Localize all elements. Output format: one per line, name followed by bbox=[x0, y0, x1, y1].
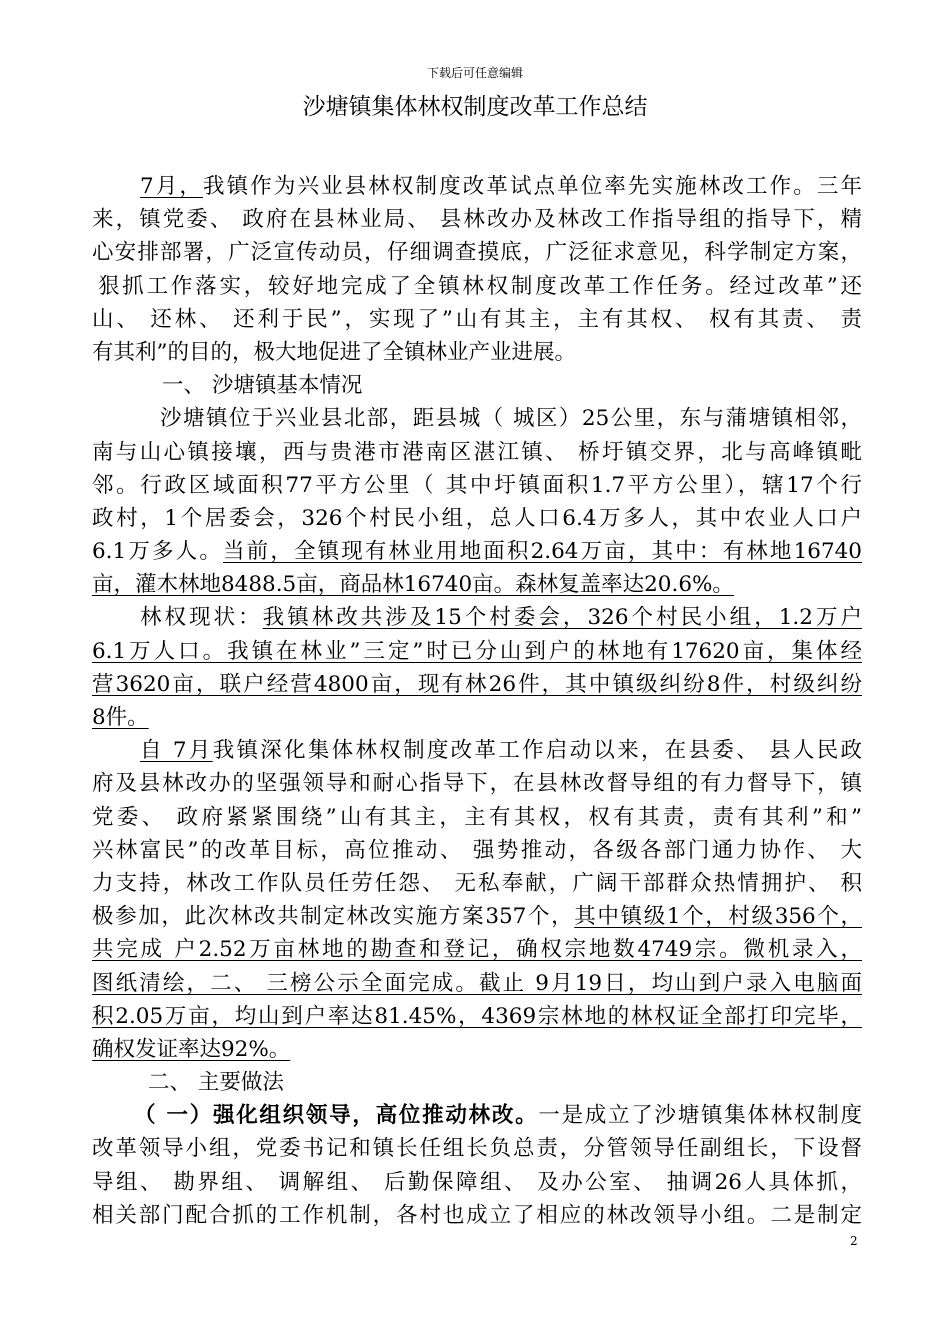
text-segment: 来，镇党委、 政府在县林业局、 县林改办及林改工作指导组的指导下，精 bbox=[92, 207, 862, 233]
text-line bbox=[92, 701, 862, 734]
text-segment: 心安排部署，广泛宣传动员，仔细调查摸底，广泛征求意见，科学制定方案， bbox=[92, 240, 862, 266]
text-line bbox=[92, 635, 862, 668]
text-line bbox=[92, 568, 862, 601]
document-title: 沙塘镇集体林权制度改革工作总结 bbox=[302, 94, 648, 120]
underlined-text: 7月， bbox=[140, 174, 204, 199]
underlined-text: 图纸清绘，二、 三榜公示全面完成。截止 9月19日，均山到户录入电脑面 bbox=[92, 970, 862, 996]
text-segment: 极参加，此次林改共制定林改实施方案357个， bbox=[92, 904, 575, 930]
text-line bbox=[92, 1033, 862, 1066]
text-line bbox=[92, 1166, 862, 1199]
underlined-text: 亩，灌木林地8488.5亩，商品林16740亩。森林复盖率达20.6%。 bbox=[92, 572, 734, 598]
text-line bbox=[92, 1066, 862, 1099]
text-line bbox=[92, 203, 862, 236]
bold-heading-text: （ 一）强化组织领导，高位推动林改。 bbox=[134, 1103, 539, 1129]
text-line bbox=[92, 369, 862, 402]
text-segment: 南与山心镇接壤，西与贵港市港南区湛江镇、 桥圩镇交界，北与高峰镇毗 bbox=[92, 439, 862, 465]
underlined-text: 营3620亩，联户经营4800亩，现有林26件，其中镇级纠纷8件，村级纠纷 bbox=[92, 671, 862, 697]
text-line bbox=[92, 601, 862, 634]
text-line bbox=[92, 767, 862, 800]
text-line bbox=[92, 668, 862, 701]
text-line bbox=[92, 1000, 862, 1033]
text-line bbox=[92, 402, 862, 435]
text-line bbox=[92, 801, 862, 834]
text-segment: 政村，1个居委会，326个村民小组，总人口6.4万多人，其中农业人口户 bbox=[92, 505, 862, 531]
text-line bbox=[92, 469, 862, 502]
text-line bbox=[92, 303, 862, 336]
text-segment: 沙塘镇位于兴业县北部，距县城（ 城区）25公里，东与蒲塘镇相邻， bbox=[160, 406, 862, 432]
text-line bbox=[92, 236, 862, 269]
text-segment: 府及县林改办的坚强领导和耐心指导下，在县林改督导组的有力督导下，镇 bbox=[92, 771, 862, 797]
text-segment: 有其利”的目的，极大地促进了全镇林业产业进展。 bbox=[92, 339, 576, 365]
text-segment: 邻。行政区域面积77平方公里（ 其中圩镇面积1.7平方公里），辖17个行 bbox=[92, 472, 862, 498]
document-body bbox=[92, 170, 862, 1232]
text-line bbox=[92, 535, 862, 568]
text-line bbox=[92, 336, 862, 369]
header-note: 下载后可任意编辑 bbox=[426, 66, 523, 80]
text-segment: 一、 沙塘镇基本情况 bbox=[162, 373, 363, 399]
text-line bbox=[92, 1132, 862, 1165]
text-segment: 力支持，林改工作队员任劳任怨、 无私奉献，广阔干部群众热情拥护、 积 bbox=[92, 870, 862, 896]
text-line bbox=[92, 270, 862, 303]
underlined-text: 确权发证率达92%。 bbox=[92, 1036, 291, 1062]
underlined-text: 自 7月 bbox=[140, 738, 213, 764]
text-segment: 导组、 勘界组、 调解组、 后勤保障组、 及办公室、 抽调26人具体抓， bbox=[92, 1169, 862, 1195]
text-segment: 党委、 政府紧紧围绕”山有其主，主有其权，权有其责，责有其利”和” bbox=[92, 804, 862, 830]
text-segment: 改革领导小组，党委书记和镇长任组长负总责，分管领导任副组长，下设督 bbox=[92, 1136, 862, 1162]
text-segment: 我镇深化集体林权制度改革工作启动以来，在县委、 县人民政 bbox=[212, 738, 862, 764]
text-line bbox=[92, 1099, 862, 1132]
text-segment: 6.1万多人。 bbox=[92, 539, 223, 565]
text-segment: 兴林富民”的改革目标，高位推动、 强势推动，各级各部门通力协作、 大 bbox=[92, 837, 862, 863]
text-segment: 相关部门配合抓的工作机制，各村也成立了相应的林改领导小组。二是制定 bbox=[92, 1202, 862, 1228]
text-line bbox=[92, 933, 862, 966]
text-line bbox=[92, 502, 862, 535]
text-segment: 一是成立了沙塘镇集体林权制度 bbox=[538, 1103, 862, 1129]
text-line bbox=[92, 900, 862, 933]
underlined-text: 共完成 户2.52万亩林地的勘查和登记，确权宗地数4749宗。微机录入， bbox=[92, 937, 862, 963]
text-segment: 我镇作为兴业县林权制度改革试点单位率先实施林改工作。三年 bbox=[203, 174, 862, 199]
underlined-text: 积2.05万亩，均山到户率达81.45%，4369宗林地的林权证全部打印完毕， bbox=[92, 1003, 862, 1029]
text-segment: 林权现状： bbox=[140, 605, 263, 631]
text-segment: 山、 还林、 还利于民”，实现了”山有其主，主有其权、 权有其责、 责 bbox=[92, 306, 862, 332]
underlined-text: 当前，全镇现有林业用地面积2.64万亩，其中：有林地16740 bbox=[223, 539, 862, 565]
text-line bbox=[92, 867, 862, 900]
underlined-text: 6.1万人口。我镇在林业”三定”时已分山到户的林地有17620亩，集体经 bbox=[92, 638, 862, 664]
text-line bbox=[92, 734, 862, 767]
page-number: 2 bbox=[850, 1234, 858, 1248]
text-line bbox=[92, 170, 862, 203]
text-line bbox=[92, 967, 862, 1000]
text-segment: 狠抓工作落实，较好地完成了全镇林权制度改革工作任务。经过改革”还 bbox=[98, 273, 862, 299]
text-line bbox=[92, 436, 862, 469]
text-segment: 二、 主要做法 bbox=[148, 1070, 284, 1096]
underlined-text: 8件。 bbox=[92, 705, 149, 730]
underlined-text: 我镇林改共涉及15个村委会，326个村民小组，1.2万户 bbox=[262, 605, 862, 631]
underlined-text: 其中镇级1个，村级356个， bbox=[574, 904, 862, 930]
text-line bbox=[92, 834, 862, 867]
text-line bbox=[92, 1199, 862, 1232]
